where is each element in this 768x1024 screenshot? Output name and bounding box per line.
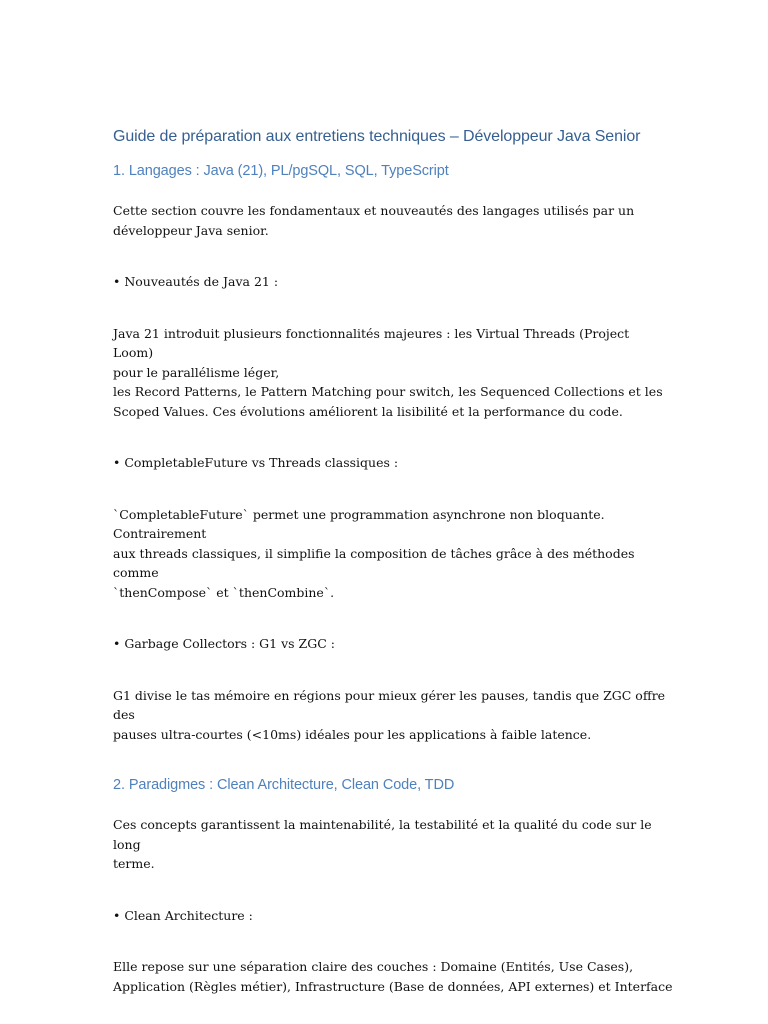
- bullet-completablefuture: • CompletableFuture vs Threads classiques :: [113, 455, 399, 470]
- paragraph-clean-architecture: Elle repose sur une séparation claire des couches : Domaine (Entités, Use Cases), Application (Règles métier), Infrastructure (Base de données, API externes) et Interface: [113, 959, 673, 994]
- document-title: Guide de préparation aux entretiens techniques – Développeur Java Senior: [113, 128, 641, 145]
- paragraph-completablefuture: `CompletableFuture` permet une programmation asynchrone non bloquante. Contrairement aux threads classiques, il simplifie la composition de tâches grâce à des méthodes comme `thenCompose` et `thenCombine`.: [113, 506, 635, 600]
- bullet-java21: • Nouveautés de Java 21 :: [113, 274, 279, 289]
- paragraph-garbage-collectors: G1 divise le tas mémoire en régions pour mieux gérer les pauses, tandis que ZGC offre des pauses ultra-courtes (<10ms) idéales pour les applications à faible latence.: [113, 687, 666, 742]
- paragraph-java21: Java 21 introduit plusieurs fonctionnalités majeures : les Virtual Threads (Project Loom) pour le parallélisme léger, les Record Patterns, le Pattern Matching pour switch, les Sequenced Collections et les Scoped Values. Ces évolutions améliorent la lisibilité et la performance du code.: [113, 325, 663, 419]
- section-2-heading: 2. Paradigmes : Clean Architecture, Clean Code, TDD: [113, 777, 455, 793]
- section-2-intro: Ces concepts garantissent la maintenabilité, la testabilité et la qualité du code sur le long terme.: [113, 817, 652, 871]
- section-1-intro: Cette section couvre les fondamentaux et nouveautés des langages utilisés par un développeur Java senior.: [113, 203, 635, 238]
- bullet-garbage-collectors: • Garbage Collectors : G1 vs ZGC :: [113, 636, 335, 651]
- section-1-heading: 1. Langages : Java (21), PL/pgSQL, SQL, TypeScript: [113, 163, 449, 179]
- bullet-clean-architecture: • Clean Architecture :: [113, 907, 253, 923]
- document-content: [113, 124, 673, 996]
